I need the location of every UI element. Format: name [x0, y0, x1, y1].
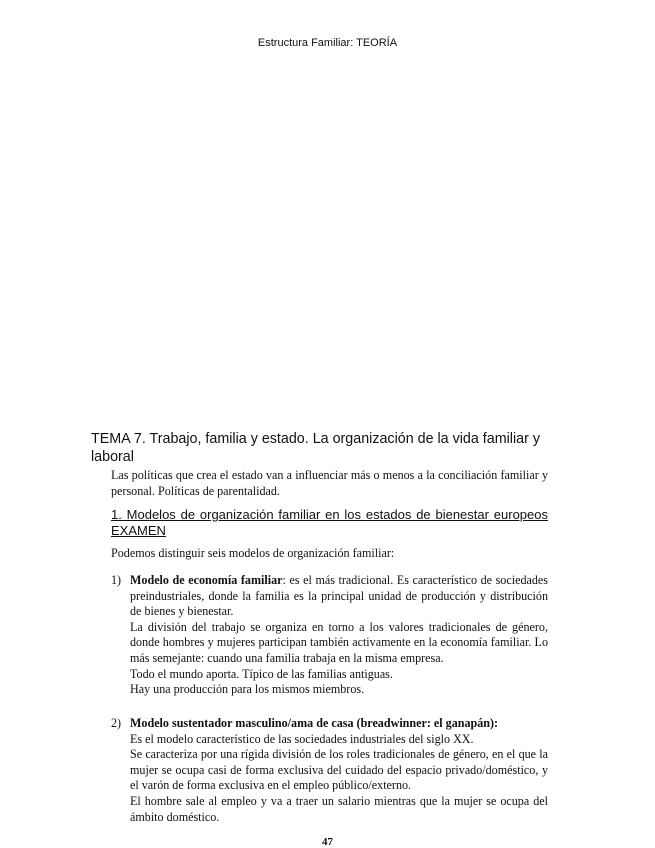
section-lead: Podemos distinguir seis modelos de organización familiar:: [111, 546, 395, 560]
model-line: Hay una producción para los mismos miembros.: [130, 682, 365, 697]
model-name: Modelo de economía familiar: [130, 573, 283, 587]
model-definition: [130, 716, 548, 732]
topic-intro: Las políticas que crea el estado van a influenciar más o menos a la conciliación familiar y personal. Políticas de parentalidad.: [111, 468, 548, 498]
model-content: [130, 573, 548, 698]
model-line: El hombre sale al empleo y va a traer un salario mientras que la mujer se ocupa del ámbito doméstico.: [130, 793, 548, 824]
model-definition-text: : es el más tradicional. Es característico de sociedades preindustriales, donde la familia es la principal unidad de producción y distribución de bienes y bienestar.: [130, 573, 548, 619]
model-line: Se caracteriza por una rígida división de los roles tradicionales de género, en el que la mujer se ocupa casi de forma exclusiva del cuidado del espacio privado/doméstico, y el varón de forma exclusiva en el empleo público/externo.: [130, 747, 548, 793]
topic-title: TEMA 7. Trabajo, familia y estado. La organización de la vida familiar y laboral: [91, 431, 540, 465]
running-header: Estructura Familiar: TEORÍA: [257, 37, 398, 49]
model-content: [130, 716, 548, 825]
model-number: 2): [111, 716, 122, 730]
model-number: 1): [111, 573, 122, 587]
model-name: Modelo sustentador masculino/ama de casa (breadwinner: el ganapán):: [130, 716, 499, 730]
page-number: 47: [322, 836, 333, 848]
model-definition: [130, 573, 548, 620]
model-line: Es el modelo característico de las sociedades industriales del siglo XX.: [130, 731, 474, 746]
model-item: [111, 573, 548, 698]
model-line: La división del trabajo se organiza en torno a los valores tradicionales de género, donde hombres y mujeres participan también activamente en la economía familiar. Lo más semejante: cuando una familia trabaja en la misma empresa.: [130, 619, 548, 665]
model-line: Todo el mundo aporta. Típico de las familias antiguas.: [130, 666, 393, 681]
model-item: [111, 716, 548, 825]
section-heading: 1. Modelos de organización familiar en los estados de bienestar europeos EXAMEN: [111, 507, 548, 538]
